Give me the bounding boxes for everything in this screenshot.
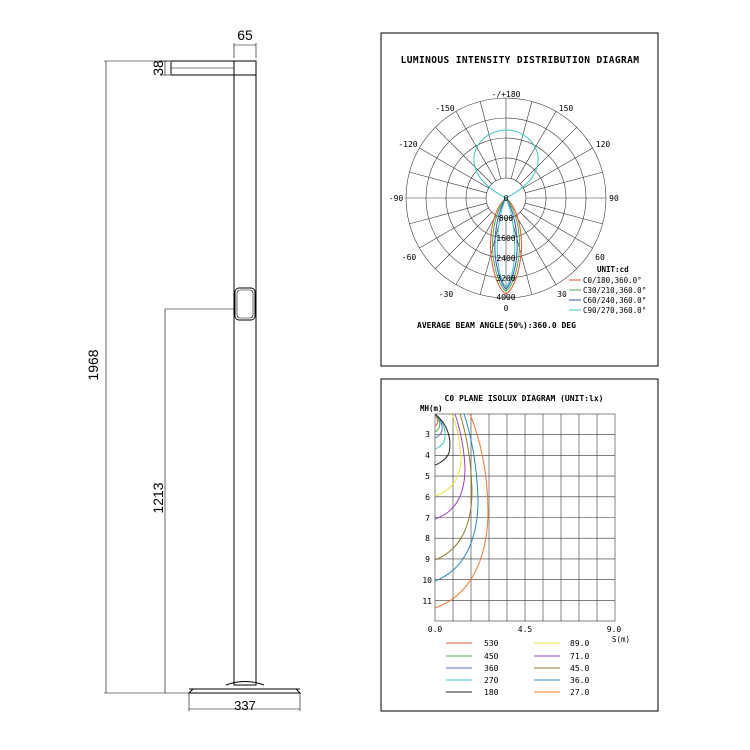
isolux-y-tick-6: 6 <box>425 493 430 502</box>
pole-drawing <box>85 27 300 713</box>
polar-radial-800: 800 <box>498 214 514 223</box>
isolux-y-tick-10: 10 <box>422 576 432 585</box>
dim-top-width: 65 <box>237 27 253 43</box>
polar-legend-c30: C30/210,360.0° <box>583 286 647 295</box>
polar-angle-p60: 60 <box>595 253 605 262</box>
polar-legend-c0: C0/180,360.0° <box>583 276 642 285</box>
isolux-legend-71: 71.0 <box>570 652 590 661</box>
isolux-y-tick-8: 8 <box>425 534 430 543</box>
polar-angle-p30: 30 <box>557 290 567 299</box>
polar-unit: UNIT:cd <box>597 265 629 274</box>
polar-angle-p90: 90 <box>609 194 619 203</box>
dim-box-height: 1213 <box>150 482 166 514</box>
dim-base-width: 337 <box>234 698 256 713</box>
polar-angle-m90: -90 <box>388 194 404 203</box>
isolux-legend-89: 89.0 <box>570 639 590 648</box>
polar-radial-2400: 2400 <box>496 254 516 263</box>
isolux-panel <box>381 379 658 711</box>
polar-angle-p150: 150 <box>558 104 574 113</box>
polar-beam-angle: AVERAGE BEAM ANGLE(50%):360.0 DEG <box>417 321 576 330</box>
polar-legend-c60: C60/240,360.0° <box>583 296 647 305</box>
polar-angle-bottom: 0 <box>503 304 509 313</box>
dim-arm-height: 38 <box>150 60 166 76</box>
isolux-title: C0 PLANE ISOLUX DIAGRAM (UNIT:lx) <box>444 394 604 403</box>
polar-radial-4000: 4000 <box>496 293 516 302</box>
polar-radial-0: 0 <box>503 194 509 203</box>
pole-shaft <box>234 61 256 685</box>
pole-control-box-inner <box>237 290 253 318</box>
isolux-legend-530: 530 <box>484 639 499 648</box>
isolux-legend-27: 27.0 <box>570 688 590 697</box>
polar-radial-1600: 1600 <box>496 234 516 243</box>
pole-control-box <box>235 288 255 320</box>
polar-radial-3200: 3200 <box>496 274 516 283</box>
pole-base-plate <box>189 689 300 693</box>
isolux-legend-45: 45.0 <box>570 664 590 673</box>
polar-angle-m30: -30 <box>438 290 454 299</box>
pole-base-collar <box>226 682 264 686</box>
dim-total-height: 1968 <box>85 349 101 381</box>
isolux-y-tick-3: 3 <box>425 430 430 439</box>
isolux-legend-270: 270 <box>484 676 499 685</box>
isolux-y-tick-5: 5 <box>425 472 430 481</box>
isolux-legend-360: 360 <box>484 664 499 673</box>
isolux-legend-450: 450 <box>484 652 499 661</box>
isolux-x-label: S(m) <box>612 635 631 644</box>
isolux-legend-36: 36.0 <box>570 676 590 685</box>
isolux-y-tick-9: 9 <box>425 555 430 564</box>
isolux-y-tick-4: 4 <box>425 451 430 460</box>
isolux-y-label: MH(m) <box>420 404 443 413</box>
isolux-x-tick-0: 0.0 <box>427 625 443 634</box>
isolux-x-tick-4-5: 4.5 <box>517 625 533 634</box>
polar-angle-p120: 120 <box>595 140 611 149</box>
isolux-legend-180: 180 <box>484 688 499 697</box>
isolux-panel-frame <box>381 379 658 711</box>
polar-title: LUMINOUS INTENSITY DISTRIBUTION DIAGRAM <box>400 55 640 66</box>
polar-angle-m60: -60 <box>401 253 417 262</box>
isolux-y-tick-11: 11 <box>422 597 432 606</box>
isolux-y-tick-7: 7 <box>425 514 430 523</box>
polar-angle-m150: -150 <box>435 104 455 113</box>
polar-angle-top: -/+180 <box>491 90 521 99</box>
polar-panel <box>381 33 658 366</box>
isolux-x-tick-9: 9.0 <box>606 625 622 634</box>
polar-legend-c90: C90/270,360.0° <box>583 306 647 315</box>
polar-angle-m120: -120 <box>398 140 418 149</box>
